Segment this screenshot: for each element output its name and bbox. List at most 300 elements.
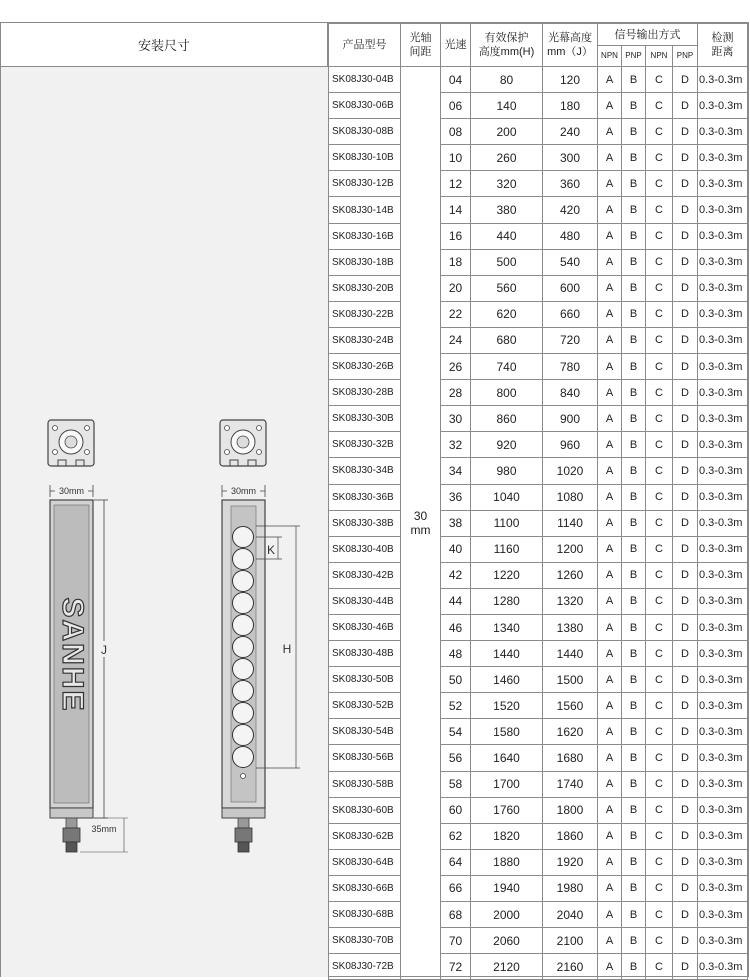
cell-detect-distance: 0.3-0.3m — [698, 223, 748, 249]
cell-signal-b: B — [622, 197, 646, 223]
table-row — [329, 823, 748, 849]
cell-effective-height: 80 — [471, 67, 543, 93]
cell-beams: 66 — [441, 875, 471, 901]
cell-beams: 16 — [441, 223, 471, 249]
cell-curtain-height: 660 — [543, 301, 598, 327]
cell-signal-b: B — [622, 484, 646, 510]
cell-signal-b: B — [622, 354, 646, 380]
cell-signal-d: D — [673, 406, 698, 432]
cell-effective-height: 680 — [471, 327, 543, 353]
table-row — [329, 745, 748, 771]
pitch-k-label: K — [266, 543, 276, 557]
cell-beams: 50 — [441, 667, 471, 693]
cell-signal-d: D — [673, 954, 698, 980]
cell-signal-a: A — [598, 562, 622, 588]
cell-detect-distance: 0.3-0.3m — [698, 588, 748, 614]
height-h-label: H — [282, 642, 292, 656]
cell-signal-a: A — [598, 432, 622, 458]
cell-signal-b: B — [622, 641, 646, 667]
cell-effective-height: 1440 — [471, 641, 543, 667]
cell-model: SK08J30-50B — [329, 667, 401, 693]
cell-model: SK08J30-62B — [329, 823, 401, 849]
cell-curtain-height: 1980 — [543, 875, 598, 901]
table-row — [329, 484, 748, 510]
col-pnp-d: PNP — [673, 46, 698, 67]
cell-signal-a: A — [598, 275, 622, 301]
cell-signal-b: B — [622, 536, 646, 562]
cell-model: SK08J30-58B — [329, 771, 401, 797]
cell-signal-a: A — [598, 406, 622, 432]
cell-signal-d: D — [673, 510, 698, 536]
cell-curtain-height: 1200 — [543, 536, 598, 562]
cell-model: SK08J30-34B — [329, 458, 401, 484]
cell-signal-c: C — [646, 197, 673, 223]
cell-signal-b: B — [622, 275, 646, 301]
cell-model: SK08J30-32B — [329, 432, 401, 458]
cell-model: SK08J30-14B — [329, 197, 401, 223]
cell-effective-height: 2120 — [471, 954, 543, 980]
cell-curtain-height: 180 — [543, 93, 598, 119]
cell-signal-a: A — [598, 301, 622, 327]
cell-detect-distance: 0.3-0.3m — [698, 667, 748, 693]
table-row — [329, 902, 748, 928]
cell-beams: 52 — [441, 693, 471, 719]
cell-model: SK08J30-44B — [329, 588, 401, 614]
col-signal-output: 信号输出方式 — [598, 24, 698, 46]
cell-signal-b: B — [622, 745, 646, 771]
cell-signal-b: B — [622, 432, 646, 458]
table-row — [329, 275, 748, 301]
col-effective-height: 有效保护 高度mm(H) — [471, 24, 543, 67]
cell-beams: 22 — [441, 301, 471, 327]
cell-detect-distance: 0.3-0.3m — [698, 849, 748, 875]
cell-curtain-height: 1080 — [543, 484, 598, 510]
cell-beams: 08 — [441, 119, 471, 145]
table-row — [329, 171, 748, 197]
cell-signal-c: C — [646, 432, 673, 458]
cell-signal-b: B — [622, 902, 646, 928]
cell-signal-d: D — [673, 823, 698, 849]
cell-effective-height: 1460 — [471, 667, 543, 693]
cell-effective-height: 1100 — [471, 510, 543, 536]
cell-signal-b: B — [622, 719, 646, 745]
cell-signal-a: A — [598, 954, 622, 980]
cell-model: SK08J30-20B — [329, 275, 401, 301]
col-npn-c: NPN — [646, 46, 673, 67]
cell-effective-height: 1940 — [471, 875, 543, 901]
cell-effective-height: 1880 — [471, 849, 543, 875]
cell-signal-c: C — [646, 928, 673, 954]
cell-effective-height: 1820 — [471, 823, 543, 849]
cell-curtain-height: 1020 — [543, 458, 598, 484]
cell-signal-c: C — [646, 510, 673, 536]
install-size-header: 安装尺寸 — [1, 23, 328, 67]
cell-detect-distance: 0.3-0.3m — [698, 771, 748, 797]
cell-beams: 30 — [441, 406, 471, 432]
cell-signal-a: A — [598, 928, 622, 954]
cell-signal-c: C — [646, 249, 673, 275]
cell-signal-c: C — [646, 745, 673, 771]
lens-circle — [233, 637, 254, 658]
cell-signal-b: B — [622, 928, 646, 954]
cell-signal-c: C — [646, 93, 673, 119]
table-row — [329, 510, 748, 536]
connector-length-label: 35mm — [91, 824, 117, 834]
cell-model: SK08J30-42B — [329, 562, 401, 588]
table-row — [329, 875, 748, 901]
cell-model: SK08J30-08B — [329, 119, 401, 145]
cell-pitch: 30 mm — [401, 67, 441, 980]
cell-beams: 44 — [441, 588, 471, 614]
cell-signal-d: D — [673, 171, 698, 197]
table-row — [329, 954, 748, 980]
cell-model: SK08J30-18B — [329, 249, 401, 275]
cell-signal-d: D — [673, 67, 698, 93]
lens-circle — [233, 615, 254, 636]
cell-beams: 10 — [441, 145, 471, 171]
cell-signal-c: C — [646, 145, 673, 171]
cell-signal-a: A — [598, 93, 622, 119]
cell-model: SK08J30-12B — [329, 171, 401, 197]
col-beams: 光速 — [441, 24, 471, 67]
cell-effective-height: 1220 — [471, 562, 543, 588]
receiver-end-cap-drawing — [220, 420, 266, 466]
cell-curtain-height: 1440 — [543, 641, 598, 667]
cell-signal-c: C — [646, 849, 673, 875]
cell-beams: 64 — [441, 849, 471, 875]
lens-circle — [233, 571, 254, 592]
lens-circle — [233, 549, 254, 570]
cell-signal-d: D — [673, 327, 698, 353]
cell-detect-distance: 0.3-0.3m — [698, 719, 748, 745]
cell-signal-a: A — [598, 380, 622, 406]
cell-model: SK08J30-26B — [329, 354, 401, 380]
receiver-connector-drawing — [235, 818, 252, 852]
cell-signal-d: D — [673, 380, 698, 406]
cell-signal-b: B — [622, 875, 646, 901]
cell-curtain-height: 2040 — [543, 902, 598, 928]
emitter-body-drawing — [50, 500, 93, 818]
brand-logo-text: SANHE — [56, 597, 90, 713]
cell-signal-b: B — [622, 693, 646, 719]
cell-model: SK08J30-64B — [329, 849, 401, 875]
cell-model: SK08J30-40B — [329, 536, 401, 562]
table-row — [329, 849, 748, 875]
cell-model: SK08J30-30B — [329, 406, 401, 432]
cell-signal-a: A — [598, 354, 622, 380]
col-pnp-b: PNP — [622, 46, 646, 67]
cell-signal-b: B — [622, 797, 646, 823]
cell-signal-d: D — [673, 719, 698, 745]
cell-signal-c: C — [646, 562, 673, 588]
cell-detect-distance: 0.3-0.3m — [698, 797, 748, 823]
cell-signal-a: A — [598, 849, 622, 875]
cell-beams: 20 — [441, 275, 471, 301]
cell-signal-d: D — [673, 641, 698, 667]
cell-beams: 32 — [441, 432, 471, 458]
table-row — [329, 693, 748, 719]
cell-beams: 56 — [441, 745, 471, 771]
cell-signal-c: C — [646, 588, 673, 614]
cell-signal-c: C — [646, 484, 673, 510]
cell-curtain-height: 1140 — [543, 510, 598, 536]
col-pitch: 光轴 间距 — [401, 24, 441, 67]
cell-effective-height: 200 — [471, 119, 543, 145]
cell-signal-c: C — [646, 119, 673, 145]
cell-curtain-height: 120 — [543, 67, 598, 93]
cell-signal-a: A — [598, 902, 622, 928]
table-row — [329, 249, 748, 275]
spec-table — [328, 23, 748, 980]
col-model: 产品型号 — [329, 24, 401, 67]
cell-signal-d: D — [673, 93, 698, 119]
cell-model: SK08J30-10B — [329, 145, 401, 171]
cell-detect-distance: 0.3-0.3m — [698, 301, 748, 327]
table-row — [329, 797, 748, 823]
cell-signal-b: B — [622, 93, 646, 119]
table-row — [329, 145, 748, 171]
cell-detect-distance: 0.3-0.3m — [698, 693, 748, 719]
cell-signal-b: B — [622, 67, 646, 93]
cell-signal-d: D — [673, 119, 698, 145]
cell-signal-d: D — [673, 771, 698, 797]
cell-signal-c: C — [646, 641, 673, 667]
cell-signal-d: D — [673, 458, 698, 484]
cell-signal-b: B — [622, 249, 646, 275]
cell-curtain-height: 840 — [543, 380, 598, 406]
cell-signal-a: A — [598, 67, 622, 93]
cell-curtain-height: 1740 — [543, 771, 598, 797]
cell-curtain-height: 2160 — [543, 954, 598, 980]
cell-model: SK08J30-28B — [329, 380, 401, 406]
emitter-width-label: 30mm — [58, 486, 85, 496]
cell-model: SK08J30-66B — [329, 875, 401, 901]
cell-curtain-height: 1800 — [543, 797, 598, 823]
cell-effective-height: 260 — [471, 145, 543, 171]
cell-effective-height: 860 — [471, 406, 543, 432]
cell-model: SK08J30-06B — [329, 93, 401, 119]
cell-model: SK08J30-56B — [329, 745, 401, 771]
receiver-body-drawing — [222, 500, 265, 818]
cell-signal-c: C — [646, 771, 673, 797]
table-row — [329, 614, 748, 640]
lens-circle — [233, 681, 254, 702]
cell-beams: 42 — [441, 562, 471, 588]
cell-detect-distance: 0.3-0.3m — [698, 954, 748, 980]
table-row — [329, 67, 748, 93]
cell-signal-d: D — [673, 745, 698, 771]
cell-signal-d: D — [673, 354, 698, 380]
cell-signal-d: D — [673, 928, 698, 954]
cell-effective-height: 320 — [471, 171, 543, 197]
cell-signal-a: A — [598, 119, 622, 145]
cell-signal-a: A — [598, 484, 622, 510]
cell-signal-c: C — [646, 667, 673, 693]
table-row — [329, 119, 748, 145]
cell-signal-b: B — [622, 380, 646, 406]
cell-detect-distance: 0.3-0.3m — [698, 484, 748, 510]
cell-curtain-height: 1560 — [543, 693, 598, 719]
cell-signal-c: C — [646, 406, 673, 432]
cell-signal-a: A — [598, 875, 622, 901]
cell-effective-height: 380 — [471, 197, 543, 223]
lens-array — [233, 527, 254, 768]
cell-model: SK08J30-54B — [329, 719, 401, 745]
cell-effective-height: 140 — [471, 93, 543, 119]
cell-signal-a: A — [598, 693, 622, 719]
cell-curtain-height: 360 — [543, 171, 598, 197]
cell-effective-height: 2060 — [471, 928, 543, 954]
cell-signal-c: C — [646, 536, 673, 562]
table-row — [329, 223, 748, 249]
cell-model: SK08J30-60B — [329, 797, 401, 823]
cell-detect-distance: 0.3-0.3m — [698, 119, 748, 145]
cell-model: SK08J30-68B — [329, 902, 401, 928]
table-row — [329, 93, 748, 119]
cell-model: SK08J30-04B — [329, 67, 401, 93]
cell-signal-c: C — [646, 875, 673, 901]
cell-signal-a: A — [598, 249, 622, 275]
cell-signal-a: A — [598, 327, 622, 353]
cell-signal-a: A — [598, 719, 622, 745]
cell-effective-height: 1520 — [471, 693, 543, 719]
cell-curtain-height: 600 — [543, 275, 598, 301]
cell-detect-distance: 0.3-0.3m — [698, 380, 748, 406]
cell-effective-height: 1760 — [471, 797, 543, 823]
cell-beams: 54 — [441, 719, 471, 745]
cell-beams: 34 — [441, 458, 471, 484]
cell-model: SK08J30-22B — [329, 301, 401, 327]
cell-detect-distance: 0.3-0.3m — [698, 249, 748, 275]
cell-beams: 14 — [441, 197, 471, 223]
cell-signal-d: D — [673, 432, 698, 458]
cell-signal-c: C — [646, 67, 673, 93]
cell-signal-d: D — [673, 275, 698, 301]
cell-signal-a: A — [598, 145, 622, 171]
emitter-width-dimension — [50, 485, 93, 497]
cell-signal-c: C — [646, 693, 673, 719]
cell-detect-distance: 0.3-0.3m — [698, 197, 748, 223]
cell-signal-c: C — [646, 223, 673, 249]
cell-detect-distance: 0.3-0.3m — [698, 275, 748, 301]
table-row — [329, 327, 748, 353]
cell-curtain-height: 540 — [543, 249, 598, 275]
cell-detect-distance: 0.3-0.3m — [698, 902, 748, 928]
cell-signal-c: C — [646, 458, 673, 484]
spec-body — [329, 67, 748, 980]
cell-signal-b: B — [622, 849, 646, 875]
cell-detect-distance: 0.3-0.3m — [698, 536, 748, 562]
cell-signal-d: D — [673, 693, 698, 719]
cell-effective-height: 620 — [471, 301, 543, 327]
cell-signal-b: B — [622, 223, 646, 249]
cell-signal-a: A — [598, 745, 622, 771]
cell-signal-d: D — [673, 223, 698, 249]
cell-beams: 24 — [441, 327, 471, 353]
receiver-width-dimension — [222, 485, 265, 497]
lens-circle — [233, 659, 254, 680]
cell-signal-b: B — [622, 327, 646, 353]
cell-signal-d: D — [673, 667, 698, 693]
cell-signal-d: D — [673, 301, 698, 327]
cell-signal-a: A — [598, 197, 622, 223]
cell-model: SK08J30-16B — [329, 223, 401, 249]
table-row — [329, 458, 748, 484]
cell-signal-c: C — [646, 380, 673, 406]
cell-curtain-height: 2100 — [543, 928, 598, 954]
cell-curtain-height: 1500 — [543, 667, 598, 693]
cell-effective-height: 800 — [471, 380, 543, 406]
dimension-drawing — [0, 0, 328, 978]
cell-signal-c: C — [646, 171, 673, 197]
cell-model: SK08J30-52B — [329, 693, 401, 719]
cell-curtain-height: 780 — [543, 354, 598, 380]
cell-signal-a: A — [598, 536, 622, 562]
table-row — [329, 667, 748, 693]
cell-effective-height: 1700 — [471, 771, 543, 797]
table-row — [329, 928, 748, 954]
cell-signal-d: D — [673, 797, 698, 823]
cell-model: SK08J30-46B — [329, 614, 401, 640]
cell-effective-height: 1640 — [471, 745, 543, 771]
cell-signal-d: D — [673, 249, 698, 275]
emitter-end-cap-drawing — [48, 420, 94, 466]
table-row — [329, 301, 748, 327]
cell-detect-distance: 0.3-0.3m — [698, 875, 748, 901]
cell-detect-distance: 0.3-0.3m — [698, 614, 748, 640]
cell-effective-height: 980 — [471, 458, 543, 484]
table-row — [329, 197, 748, 223]
cell-signal-b: B — [622, 406, 646, 432]
cell-signal-b: B — [622, 588, 646, 614]
lens-circle — [233, 725, 254, 746]
cell-beams: 60 — [441, 797, 471, 823]
col-detect-distance: 检测 距离 — [698, 24, 748, 67]
cell-curtain-height: 240 — [543, 119, 598, 145]
cell-signal-d: D — [673, 197, 698, 223]
cell-signal-c: C — [646, 797, 673, 823]
cell-signal-c: C — [646, 902, 673, 928]
cell-curtain-height: 900 — [543, 406, 598, 432]
cell-detect-distance: 0.3-0.3m — [698, 354, 748, 380]
cell-curtain-height: 1680 — [543, 745, 598, 771]
cell-detect-distance: 0.3-0.3m — [698, 93, 748, 119]
cell-detect-distance: 0.3-0.3m — [698, 145, 748, 171]
emitter-connector-drawing — [63, 818, 80, 852]
cell-signal-a: A — [598, 641, 622, 667]
cell-signal-a: A — [598, 667, 622, 693]
cell-effective-height: 1160 — [471, 536, 543, 562]
cell-beams: 12 — [441, 171, 471, 197]
cell-beams: 58 — [441, 771, 471, 797]
cell-signal-b: B — [622, 667, 646, 693]
cell-curtain-height: 300 — [543, 145, 598, 171]
cell-curtain-height: 1260 — [543, 562, 598, 588]
cell-effective-height: 1040 — [471, 484, 543, 510]
cell-effective-height: 2000 — [471, 902, 543, 928]
cell-beams: 28 — [441, 380, 471, 406]
cell-effective-height: 1340 — [471, 614, 543, 640]
cell-detect-distance: 0.3-0.3m — [698, 745, 748, 771]
cell-signal-d: D — [673, 614, 698, 640]
cell-beams: 70 — [441, 928, 471, 954]
cell-model: SK08J30-38B — [329, 510, 401, 536]
cell-detect-distance: 0.3-0.3m — [698, 432, 748, 458]
cell-signal-b: B — [622, 562, 646, 588]
lens-circle — [233, 703, 254, 724]
height-j-dimension — [94, 500, 110, 818]
cell-beams: 26 — [441, 354, 471, 380]
